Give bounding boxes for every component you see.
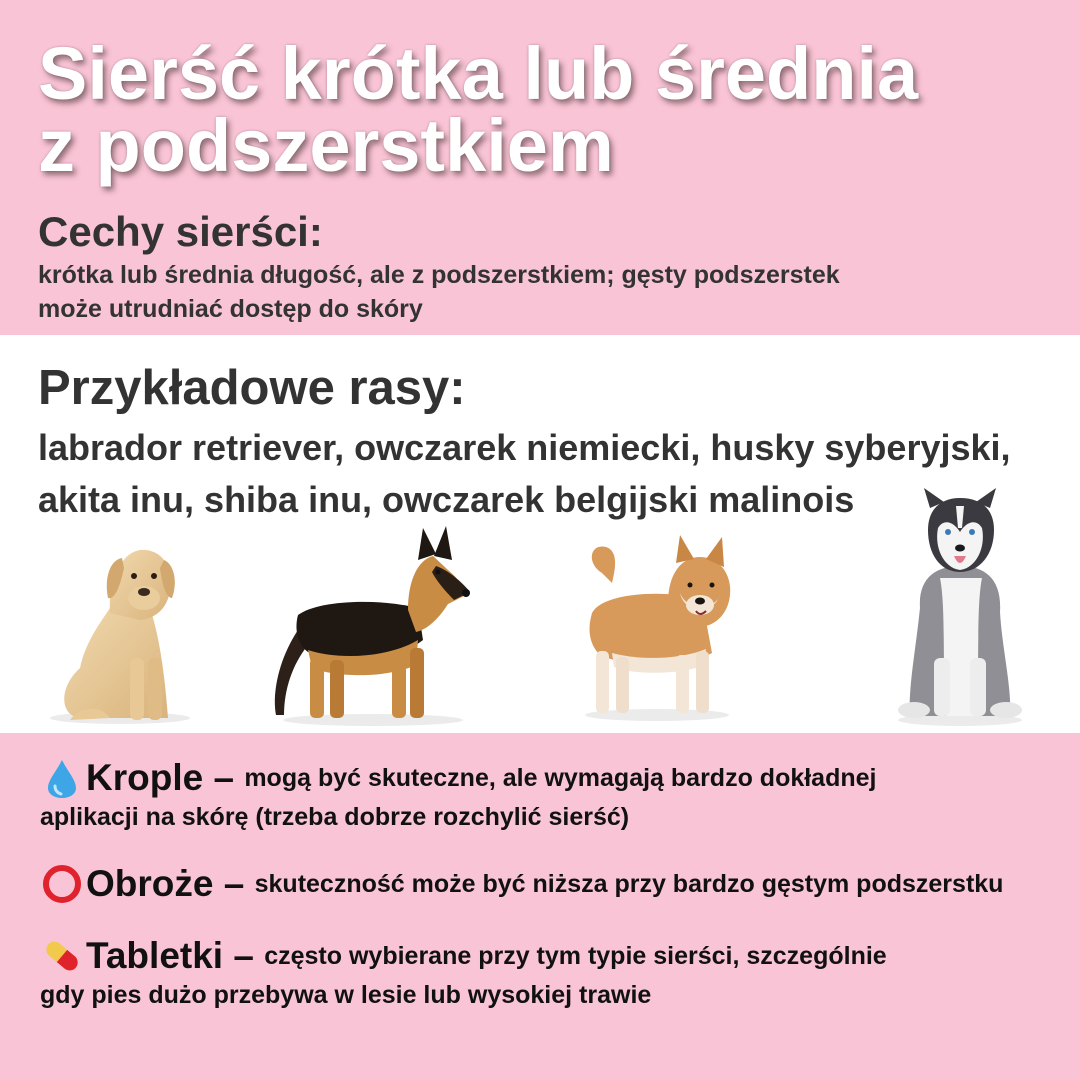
title-line-1: Sierść krótka lub średnia [38, 32, 919, 115]
method-collars [40, 864, 1060, 908]
method-collars-dash: – [213, 863, 255, 904]
page-title [38, 32, 1048, 187]
method-collars-desc: skuteczność może być niższa przy bardzo gęstym podszerstku [254, 870, 1004, 898]
droplet-icon [40, 758, 86, 798]
method-tablets-row [40, 936, 1060, 980]
siberian-husky-photo [890, 488, 1030, 728]
dog-photos [0, 488, 1080, 733]
fur-features-heading: Cechy sierści: [38, 208, 323, 255]
method-tablets-desc-cont: gdy pies dużo przebywa w lesie lub wysokiej trawie [40, 981, 652, 1009]
example-breeds-heading: Przykładowe rasy: [38, 361, 466, 415]
method-tablets [40, 936, 1060, 1010]
method-tablets-desc: często wybierane przy tym typie sierści, szczególnie [264, 942, 887, 970]
method-drops-row [40, 758, 1060, 802]
fur-features-line-2: może utrudniać dostęp do skóry [38, 295, 423, 323]
method-collars-row [40, 864, 1060, 908]
fur-features-text [38, 258, 1038, 326]
method-drops-desc: mogą być skuteczne, ale wymagają bardzo dokładnej [244, 764, 877, 792]
breeds-line-1: labrador retriever, owczarek niemiecki, husky syberyjski, [38, 427, 1011, 468]
method-drops-desc-cont: aplikacji na skórę (trzeba dobrze rozchylić sierść) [40, 803, 630, 831]
method-tablets-name: Tabletki [86, 935, 224, 976]
fur-features-line-1: krótka lub średnia długość, ale z podszerstkiem; gęsty podszerstek [38, 261, 840, 289]
breeds-line-2: akita inu, shiba inu, owczarek belgijski malinois [38, 479, 855, 520]
method-drops [40, 758, 1060, 832]
method-drops-name: Krople [86, 757, 204, 798]
labrador-retriever-photo [40, 528, 200, 728]
red-ring-icon [40, 864, 86, 904]
method-collars-name: Obroże [86, 863, 214, 904]
method-tablets-dash: – [223, 935, 265, 976]
german-shepherd-photo [268, 520, 478, 730]
pill-icon [40, 936, 86, 976]
akita-inu-photo [572, 533, 742, 723]
title-line-2: z podszerstkiem [38, 104, 614, 187]
method-drops-dash: – [203, 757, 245, 798]
